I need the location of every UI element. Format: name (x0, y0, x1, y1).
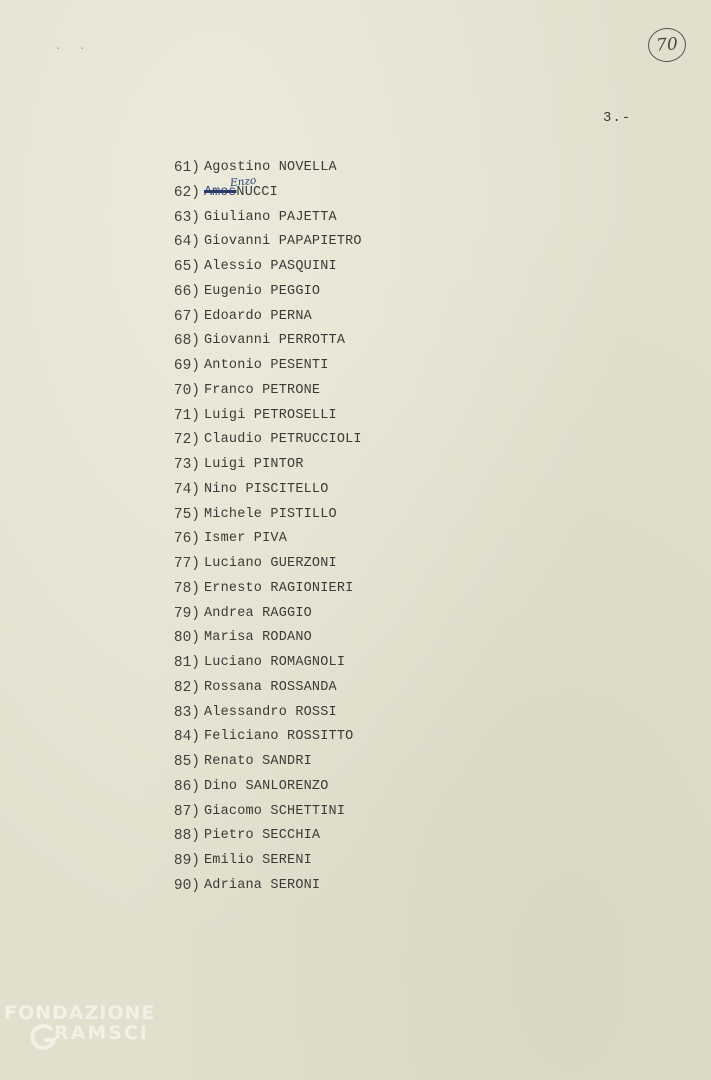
sheet-number: 3.- (603, 110, 632, 126)
name-list (160, 158, 362, 901)
list-item (160, 703, 362, 728)
entry-name: Ernesto RAGIONIERI (204, 580, 354, 596)
entry-name: Feliciano ROSSITTO (204, 729, 354, 745)
entry-number: 77) (173, 556, 200, 572)
list-item (160, 529, 362, 554)
entry-name: Luciano ROMAGNOLI (204, 655, 346, 670)
entry-number: 76) (173, 531, 200, 548)
entry-name: Eugenio PEGGIO (204, 283, 321, 299)
list-item (160, 307, 362, 332)
entry-name: Michele PISTILLO (204, 506, 337, 522)
entry-name: Alessio PASQUINI (204, 259, 337, 274)
entry-number: 83) (173, 704, 200, 721)
watermark-g-mark-icon (28, 1022, 58, 1052)
list-item (160, 554, 362, 579)
entry-name: Edoardo PERNA (204, 308, 312, 324)
list-item (160, 282, 362, 307)
entry-number: 80) (173, 630, 200, 647)
entry-name: Rossana ROSSANDA (204, 679, 337, 695)
list-item (160, 752, 362, 777)
entry-number: 74) (173, 481, 200, 498)
entry-name: Agostino NOVELLA (204, 160, 337, 175)
watermark-line-2: RAMSCI (54, 1022, 149, 1044)
entry-number: 90) (173, 877, 200, 894)
list-item (160, 653, 362, 678)
list-item (160, 174, 362, 208)
list-item (160, 430, 362, 455)
entry-number: 65) (173, 259, 200, 275)
entry-name: Antonio PESENTI (204, 358, 329, 373)
entry-name: Marisa RODANO (204, 630, 312, 646)
list-item (160, 579, 362, 604)
entry-name: Emilio SERENI (204, 853, 312, 868)
struck-first-name: Amos (204, 184, 237, 200)
entry-number: 86) (173, 778, 200, 795)
entry-name: Dino SANLORENZO (204, 778, 329, 794)
watermark-logo (4, 1002, 184, 1044)
entry-name: Claudio PETRUCCIOLI (204, 432, 362, 448)
entry-number: 79) (173, 605, 200, 622)
list-item (160, 628, 362, 653)
list-item (160, 851, 362, 876)
entry-number: 88) (173, 828, 200, 845)
entry-name: Renato SANDRI (204, 754, 312, 769)
list-item (160, 455, 362, 480)
list-item (160, 208, 362, 233)
entry-name: Giovanni PAPAPIETRO (204, 234, 362, 250)
list-item (160, 331, 362, 356)
entry-name: Luciano GUERZONI (204, 556, 337, 571)
list-item (160, 232, 362, 257)
entry-name: Pietro SECCHIA (204, 828, 321, 844)
list-item (160, 727, 362, 752)
entry-number: 73) (173, 457, 200, 473)
entry-number: 75) (173, 506, 200, 523)
entry-name: Alessandro ROSSI (204, 704, 337, 720)
entry-number: 84) (173, 729, 200, 746)
entry-number: 68) (173, 333, 200, 350)
entry-number: 69) (173, 358, 200, 374)
list-item (160, 678, 362, 703)
entry-number: 63) (173, 209, 200, 226)
page-stamp-circle (647, 27, 687, 64)
entry-number: 81) (173, 655, 200, 671)
entry-number: 87) (173, 803, 200, 820)
watermark-line-1: FONDAZIONE (4, 1002, 156, 1024)
list-item (160, 802, 362, 827)
list-item (160, 505, 362, 530)
entry-number: 66) (173, 283, 200, 300)
entry-number: 62) (173, 184, 200, 201)
entry-number: 72) (173, 432, 200, 449)
list-item (160, 381, 362, 406)
entry-name: Adriana SERONI (204, 877, 321, 893)
entry-name: Giovanni PERROTTA (204, 333, 346, 349)
list-item (160, 876, 362, 901)
list-item (160, 158, 362, 183)
entry-name: Giuliano PAJETTA (204, 209, 337, 225)
list-item (160, 356, 362, 381)
list-item (160, 480, 362, 505)
list-item (160, 777, 362, 802)
entry-name: Giacomo SCHETTINI (204, 803, 346, 819)
entry-name: NUCCI (236, 184, 278, 200)
entry-number: 89) (173, 853, 200, 869)
stray-marks: . . (55, 42, 92, 53)
entry-name: Franco PETRONE (204, 382, 321, 398)
entry-number: 64) (173, 234, 200, 251)
entry-name: Nino PISCITELLO (204, 481, 329, 497)
entry-number: 67) (173, 308, 200, 325)
entry-name: Luigi PETROSELLI (204, 407, 337, 423)
entry-name: Andrea RAGGIO (204, 605, 312, 621)
list-item (160, 257, 362, 282)
entry-name: Ismer PIVA (204, 531, 288, 547)
entry-name: Luigi PINTOR (204, 457, 304, 472)
list-item (160, 604, 362, 629)
entry-number: 61) (173, 160, 200, 176)
list-item (160, 826, 362, 851)
handwritten-first-name: Enzo (229, 174, 257, 190)
list-item (160, 406, 362, 431)
entry-number: 71) (173, 407, 200, 424)
entry-number: 85) (173, 754, 200, 770)
entry-number: 78) (173, 580, 200, 597)
page-stamp-number: 70 (655, 34, 679, 56)
entry-number: 82) (173, 679, 200, 696)
entry-number: 70) (173, 382, 200, 399)
